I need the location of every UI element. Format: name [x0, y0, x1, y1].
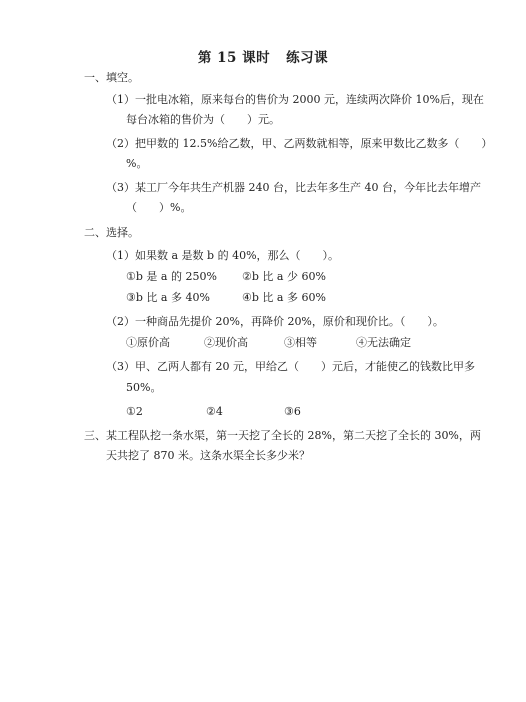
word-problem-line1: 三、某工程队挖一条水渠，第一天挖了全长的 28%，第二天挖了全长的 30%，两: [84, 429, 481, 442]
choice-q1-option-1: ①b 是 a 的 250%: [126, 270, 217, 283]
fill-q3-line2: （ ）%。: [126, 201, 192, 214]
word-problem-line2: 天共挖了 870 米。这条水渠全长多少米？: [106, 449, 310, 462]
fill-q1-line1: （1）一批电冰箱，原来每台的售价为 2000 元，连续两次降价 10%后，现在: [106, 93, 484, 106]
lesson-name: 练习课: [286, 50, 329, 66]
lesson-number: 第 15 课时: [197, 50, 271, 66]
fill-q2-line2: %。: [126, 157, 148, 170]
choice-q3-option-3: ③6: [284, 405, 301, 418]
fill-q1-line2: 每台冰箱的售价为（ ）元。: [126, 113, 280, 126]
choice-q3-line1: （3）甲、乙两人都有 20 元，甲给乙（ ）元后，才能使乙的钱数比甲多: [106, 360, 475, 373]
choice-q3-line2: 50%。: [126, 381, 162, 394]
choice-q2-option-3: ③相等: [284, 336, 317, 349]
choice-q1-stem: （1）如果数 a 是数 b 的 40%，那么（ ）。: [106, 249, 340, 262]
section-heading-fill-blank: 一、填空。: [84, 71, 139, 84]
choice-q1-option-4: ④b 比 a 多 60%: [242, 291, 326, 304]
fill-q3-line1: （3）某工厂今年共生产机器 240 台，比去年多生产 40 台，今年比去年增产: [106, 181, 481, 194]
choice-q1-option-3: ③b 比 a 多 40%: [126, 291, 210, 304]
choice-q3-option-1: ①2: [126, 405, 143, 418]
choice-q2-option-2: ②现价高: [204, 336, 248, 349]
choice-q3-option-2: ②4: [206, 405, 223, 418]
choice-q2-option-4: ④无法确定: [356, 336, 411, 349]
choice-q1-option-2: ②b 比 a 少 60%: [242, 270, 326, 283]
choice-q2-option-1: ①原价高: [126, 336, 170, 349]
page-title: [0, 46, 526, 66]
choice-q2-stem: （2）一种商品先提价 20%，再降价 20%，原价和现价比。（ ）。: [106, 315, 444, 328]
section-heading-choice: 二、选择。: [84, 226, 139, 239]
fill-q2-line1: （2）把甲数的 12.5%给乙数，甲、乙两数就相等，原来甲数比乙数多（ ）: [106, 137, 493, 150]
